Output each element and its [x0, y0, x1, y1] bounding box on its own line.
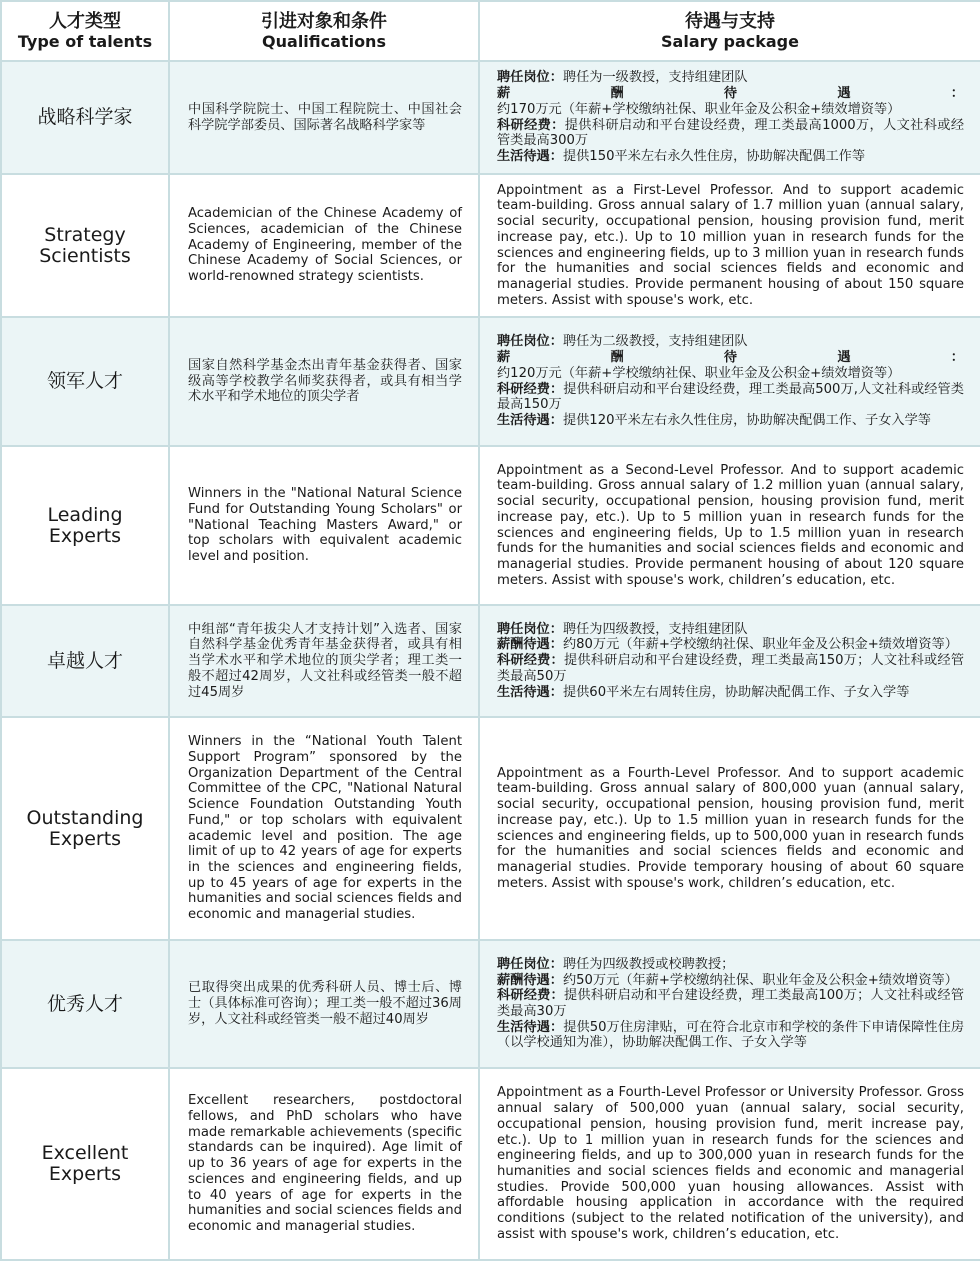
qualification-text: 中组部“青年拔尖人才支持计划”入选者、国家自然科学基金优秀青年基金获得者，或具有相当学术水平和学术地位的顶尖学者；理工类一般不超过42周岁，人文社科或经管类一般不超过45周岁: [169, 605, 479, 717]
talent-type: Outstanding Experts: [1, 717, 169, 940]
research-value: 提供科研启动和平台建设经费，理工类最高500万,人文社科或经管类最高150万: [497, 381, 964, 413]
research-line: [497, 382, 964, 413]
research-value: 提供科研启动和平台建设经费，理工类最高100万；人文社科或经管类最高30万: [497, 988, 965, 1019]
living-value: 提供60平米左右周转住房，协助解决配偶工作、子女入学等: [562, 684, 910, 700]
living-label: 生活待遇：: [497, 148, 563, 164]
talent-type: 战略科学家: [1, 61, 169, 174]
qualification-text: Winners in the "National Natural Science Fund for Outstanding Young Scholars" or "National Teaching Masters Award," or top scholars with equivalent academic level and position.: [169, 446, 479, 605]
table-row: [1, 605, 980, 717]
position-value: 聘任为四级教授或校聘教授；: [562, 956, 735, 972]
position-label: 聘任岗位：: [497, 621, 563, 637]
salary-package-text: Appointment as a Fourth-Level Professor or University Professor. Gross annual salary of 500,000 yuan (annual salary, social security, occupational pension, housing provision fund, merit increase pay, etc.). Up to 1 million yuan in research funds for the sciences and engineering fields, and up to 300,000 yuan in research funds for the humanities and social sciences fields and economic and managerial studies. Provide 500,000 yuan housing allowances. Assist with affordable housing application in accordance with the required conditions (subject to the related notification of the university), and assist with spouse's work, children’s education, etc.: [479, 1068, 980, 1260]
research-value: 提供科研启动和平台建设经费，理工类最高1000万，人文社科或经管类最高300万: [497, 117, 965, 149]
salary-value: 约120万元（年薪+学校缴纳社保、职业年金及公积金+绩效增资等）: [497, 365, 901, 381]
table-row: [1, 61, 980, 174]
research-line: [497, 118, 964, 149]
salary-value: 约80万元（年薪+学校缴纳社保、职业年金及公积金+绩效增资等）: [562, 637, 958, 653]
research-value: 提供科研启动和平台建设经费，理工类最高150万；人文社科或经管类最高50万: [497, 653, 965, 684]
living-line: [497, 1020, 964, 1051]
table-row: [1, 1068, 980, 1260]
living-line: [497, 149, 964, 165]
qualification-text: Academician of the Chinese Academy of Sciences, academician of the Chinese Academy of Engineering, member of the Chinese Academy of Social Sciences, or world-renowned strategy scientists.: [169, 174, 479, 317]
table-row: [1, 174, 980, 317]
research-line: [497, 988, 964, 1019]
research-label: 科研经费：: [497, 653, 564, 669]
salary-package: [479, 605, 980, 717]
living-line: [497, 685, 964, 701]
header-qual-zh: 引进对象和条件: [261, 11, 387, 32]
position-line: [497, 957, 964, 973]
header-qualifications: [169, 1, 479, 61]
table-row: [1, 317, 980, 446]
living-label: 生活待遇：: [497, 684, 563, 700]
qualification-text: 国家自然科学基金杰出青年基金获得者、国家级高等学校教学名师奖获得者，或具有相当学术水平和学术地位的顶尖学者: [169, 317, 479, 446]
salary-line: [497, 350, 964, 381]
position-label: 聘任岗位：: [497, 70, 563, 86]
table-row: [1, 940, 980, 1068]
position-line: [497, 334, 964, 350]
salary-package: [479, 940, 980, 1068]
header-type: [1, 1, 169, 61]
salary-line: [497, 86, 964, 117]
talent-type: Strategy Scientists: [1, 174, 169, 317]
salary-package-text: Appointment as a Second-Level Professor. And to support academic team-building. Gross annual salary of 1.2 million yuan (annual salary, social security, occupational pension, housing provision fund, merit increase pay, etc.). Up to 5 million yuan in research funds for the sciences and engineering fields, Up to 1.5 million yuan in research funds for the humanities and social sciences fields and economic and managerial studies. Provide permanent housing of about 120 square meters. Assist with spouse's work, children’s education, etc.: [479, 446, 980, 605]
salary-package-text: Appointment as a First-Level Professor. And to support academic team-building. Gross annual salary of 1.7 million yuan (annual salary, social security, occupational pension, housing provision fund, merit increase pay, etc.). Up to 10 million yuan in research funds for the sciences and engineering fields, up to 3 million yuan in research funds for the humanities and social sciences fields and economic and managerial studies. Provide permanent housing of about 150 square meters. Assist with spouse's work, etc.: [479, 174, 980, 317]
qualification-text: 已取得突出成果的优秀科研人员、博士后、博士（具体标准可咨询）；理工类一般不超过36周岁，人文社科或经管类一般不超过40周岁: [169, 940, 479, 1068]
header-type-zh: 人才类型: [49, 11, 121, 32]
living-value: 提供50万住房津贴，可在符合北京市和学校的条件下申请保障性住房（以学校通知为准），协助解决配偶工作、子女入学等: [497, 1019, 965, 1051]
salary-label: 薪酬待遇：: [497, 86, 964, 102]
position-line: [497, 70, 964, 86]
talent-type: Leading Experts: [1, 446, 169, 605]
qualification-text: Winners in the “National Youth Talent Support Program” sponsored by the Organization Department of the Central Committee of the CPC, "National Natural Science Foundation Outstanding Youth Fund," or top scholars with equivalent academic level and position. The age limit of up to 42 years of age for experts in the sciences and engineering fields, up to 45 years of age for experts in the humanities and social sciences fields and economic and managerial studies.: [169, 717, 479, 940]
position-value: 聘任为二级教授，支持组建团队: [562, 334, 748, 350]
salary-package: [479, 317, 980, 446]
research-label: 科研经费：: [497, 381, 564, 397]
qualification-text: 中国科学院院士、中国工程院院士、中国社会科学院学部委员、国际著名战略科学家等: [169, 61, 479, 174]
living-value: 提供120平米左右永久性住房，协助解决配偶工作、子女入学等: [562, 412, 931, 428]
salary-label: 薪酬待遇：: [497, 972, 563, 988]
research-line: [497, 653, 964, 684]
table-row: [1, 717, 980, 940]
talent-type: 卓越人才: [1, 605, 169, 717]
position-label: 聘任岗位：: [497, 334, 563, 350]
research-label: 科研经费：: [497, 988, 564, 1004]
salary-package-text: Appointment as a Fourth-Level Professor. And to support academic team-building. Gross annual salary of 800,000 yuan (annual salary, social security, occupational pension, housing provision fund, merit increase pay, etc.). Up to 1.5 million yuan in research funds for the sciences and engineering fields, up to 500,000 yuan in research funds for the humanities and social sciences fields and economic and managerial studies. Provide temporary housing of about 60 square meters. Assist with spouse's work, children’s education, etc.: [479, 717, 980, 940]
talent-type: 领军人才: [1, 317, 169, 446]
salary-line: [497, 973, 964, 989]
position-value: 聘任为一级教授，支持组建团队: [562, 70, 748, 86]
salary-package: [479, 61, 980, 174]
salary-label: 薪酬待遇：: [497, 350, 964, 366]
position-value: 聘任为四级教授，支持组建团队: [562, 621, 748, 637]
living-line: [497, 413, 964, 429]
talent-type: 优秀人才: [1, 940, 169, 1068]
salary-label: 薪酬待遇：: [497, 637, 563, 653]
research-label: 科研经费：: [497, 117, 565, 133]
header-row: [1, 1, 980, 61]
living-value: 提供150平米左右永久性住房，协助解决配偶工作等: [562, 148, 866, 164]
position-line: [497, 622, 964, 638]
table-row: [1, 446, 980, 605]
header-salary: [479, 1, 980, 61]
salary-line: [497, 637, 964, 653]
living-label: 生活待遇：: [497, 412, 563, 428]
header-salary-en: Salary package: [661, 32, 799, 51]
header-qual-en: Qualifications: [262, 32, 386, 51]
salary-value: 约50万元（年薪+学校缴纳社保、职业年金及公积金+绩效增资等）: [562, 972, 958, 988]
position-label: 聘任岗位：: [497, 956, 563, 972]
header-salary-zh: 待遇与支持: [685, 11, 775, 32]
talent-type: Excellent Experts: [1, 1068, 169, 1260]
qualification-text: Excellent researchers, postdoctoral fellows, and PhD scholars who have made remarkable achievements (specific standards can be inquired). Age limit of up to 36 years of age for experts in the sciences and engineering fields, and up to 40 years of age for experts in the humanities and social sciences fields and economic and managerial studies.: [169, 1068, 479, 1260]
header-type-en: Type of talents: [17, 32, 153, 51]
living-label: 生活待遇：: [497, 1019, 564, 1035]
salary-value: 约170万元（年薪+学校缴纳社保、职业年金及公积金+绩效增资等）: [497, 101, 901, 117]
